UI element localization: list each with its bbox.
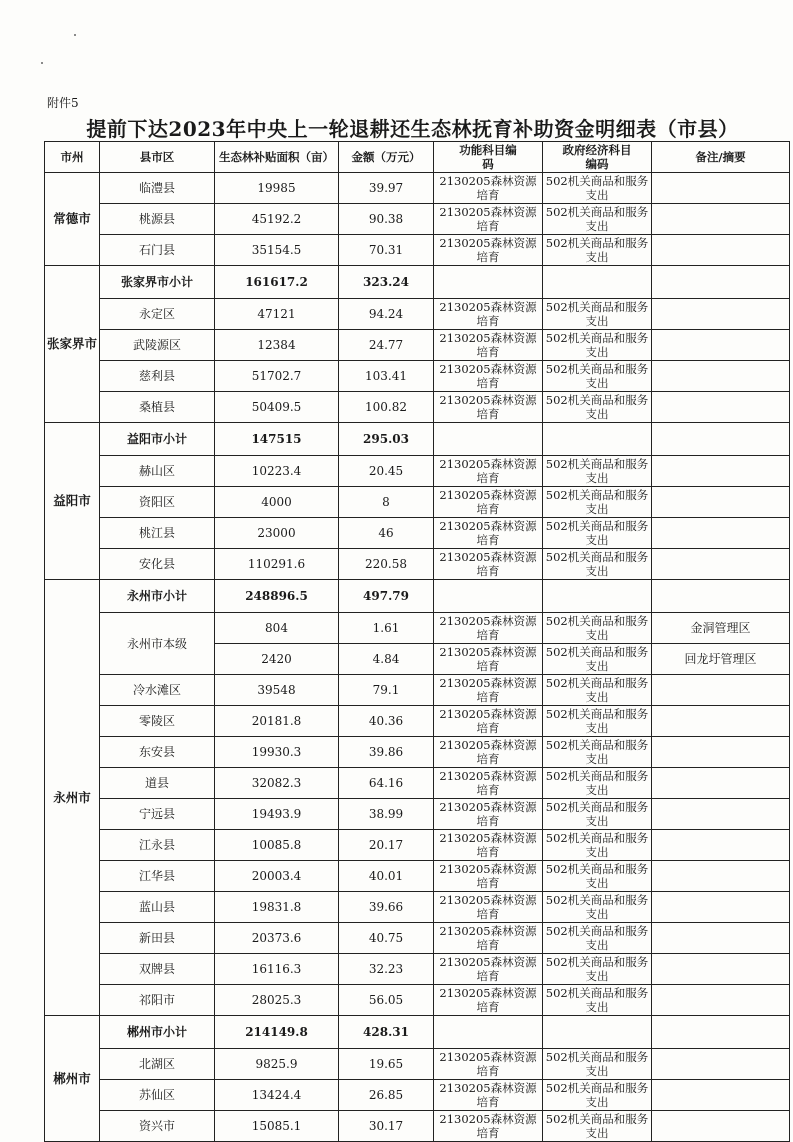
remark-cell	[652, 173, 790, 204]
table-row	[45, 487, 790, 518]
func-code-cell: 2130205森林资源培育	[434, 892, 543, 923]
area-cell: 50409.5	[215, 392, 339, 423]
county-cell: 桃源县	[100, 204, 215, 235]
remark-cell	[652, 768, 790, 799]
county-cell: 临澧县	[100, 173, 215, 204]
table-row	[45, 235, 790, 266]
econ-code-cell: 502机关商品和服务支出	[543, 706, 652, 737]
remark-cell	[652, 487, 790, 518]
amount-cell: 90.38	[339, 204, 434, 235]
county-cell: 东安县	[100, 737, 215, 768]
func-code-cell: 2130205森林资源培育	[434, 954, 543, 985]
amount-cell: 30.17	[339, 1111, 434, 1142]
econ-code-cell: 502机关商品和服务支出	[543, 861, 652, 892]
amount-cell: 100.82	[339, 392, 434, 423]
remark-cell	[652, 330, 790, 361]
func-code-cell: 2130205森林资源培育	[434, 799, 543, 830]
subtotal-amount: 323.24	[339, 266, 434, 299]
func-code-cell: 2130205森林资源培育	[434, 549, 543, 580]
econ-code-cell: 502机关商品和服务支出	[543, 613, 652, 644]
econ-code-cell: 502机关商品和服务支出	[543, 923, 652, 954]
econ-code-cell: 502机关商品和服务支出	[543, 768, 652, 799]
remark-cell	[652, 204, 790, 235]
func-code-cell	[434, 1016, 543, 1049]
table-row	[45, 706, 790, 737]
table-row	[45, 799, 790, 830]
amount-cell: 40.36	[339, 706, 434, 737]
subtotal-county: 张家界市小计	[100, 266, 215, 299]
table-row	[45, 923, 790, 954]
func-code-cell: 2130205森林资源培育	[434, 299, 543, 330]
area-cell: 13424.4	[215, 1080, 339, 1111]
remark-cell	[652, 1049, 790, 1080]
area-cell: 12384	[215, 330, 339, 361]
econ-code-cell: 502机关商品和服务支出	[543, 518, 652, 549]
func-code-cell: 2130205森林资源培育	[434, 830, 543, 861]
func-code-cell: 2130205森林资源培育	[434, 330, 543, 361]
remark-cell	[652, 985, 790, 1016]
county-cell: 苏仙区	[100, 1080, 215, 1111]
county-cell: 双牌县	[100, 954, 215, 985]
econ-code-cell: 502机关商品和服务支出	[543, 173, 652, 204]
remark-cell	[652, 1111, 790, 1142]
header-county: 县市区	[100, 142, 215, 173]
remark-cell	[652, 518, 790, 549]
county-cell: 北湖区	[100, 1049, 215, 1080]
econ-code-cell: 502机关商品和服务支出	[543, 204, 652, 235]
table-row	[45, 1111, 790, 1142]
area-cell: 19930.3	[215, 737, 339, 768]
remark-cell	[652, 923, 790, 954]
func-code-cell: 2130205森林资源培育	[434, 173, 543, 204]
amount-cell: 39.66	[339, 892, 434, 923]
econ-code-cell	[543, 1016, 652, 1049]
remark-cell: 回龙圩管理区	[652, 644, 790, 675]
amount-cell: 39.97	[339, 173, 434, 204]
county-cell: 资兴市	[100, 1111, 215, 1142]
county-cell: 江华县	[100, 861, 215, 892]
econ-code-cell: 502机关商品和服务支出	[543, 675, 652, 706]
area-cell: 51702.7	[215, 361, 339, 392]
remark-cell	[652, 549, 790, 580]
county-cell: 道县	[100, 768, 215, 799]
area-cell: 45192.2	[215, 204, 339, 235]
amount-cell: 20.17	[339, 830, 434, 861]
remark-cell	[652, 392, 790, 423]
county-cell: 新田县	[100, 923, 215, 954]
amount-cell: 24.77	[339, 330, 434, 361]
city-cell: 张家界市	[45, 266, 100, 423]
county-cell: 资阳区	[100, 487, 215, 518]
funding-table	[44, 141, 790, 1142]
table-row	[45, 768, 790, 799]
amount-cell: 1.61	[339, 613, 434, 644]
func-code-cell	[434, 580, 543, 613]
econ-code-cell: 502机关商品和服务支出	[543, 361, 652, 392]
area-cell: 28025.3	[215, 985, 339, 1016]
func-code-cell: 2130205森林资源培育	[434, 1111, 543, 1142]
county-cell: 永州市本级	[100, 613, 215, 675]
table-row	[45, 985, 790, 1016]
func-code-cell: 2130205森林资源培育	[434, 487, 543, 518]
county-cell: 石门县	[100, 235, 215, 266]
remark-cell	[652, 706, 790, 737]
func-code-cell: 2130205森林资源培育	[434, 861, 543, 892]
area-cell: 32082.3	[215, 768, 339, 799]
county-cell: 永定区	[100, 299, 215, 330]
func-code-cell: 2130205森林资源培育	[434, 923, 543, 954]
subtotal-area: 161617.2	[215, 266, 339, 299]
func-code-cell: 2130205森林资源培育	[434, 985, 543, 1016]
amount-cell: 40.01	[339, 861, 434, 892]
area-cell: 4000	[215, 487, 339, 518]
econ-code-cell: 502机关商品和服务支出	[543, 1049, 652, 1080]
func-code-cell: 2130205森林资源培育	[434, 737, 543, 768]
remark-cell	[652, 580, 790, 613]
econ-code-cell: 502机关商品和服务支出	[543, 1080, 652, 1111]
func-code-cell: 2130205森林资源培育	[434, 1080, 543, 1111]
city-cell: 常德市	[45, 173, 100, 266]
remark-cell	[652, 456, 790, 487]
area-cell: 19985	[215, 173, 339, 204]
page-title: 提前下达2023年中央上一轮退耕还生态林抚育补助资金明细表（市县）	[86, 117, 739, 141]
header-amount: 金额（万元）	[339, 142, 434, 173]
area-cell: 47121	[215, 299, 339, 330]
table-row	[45, 392, 790, 423]
table-row	[45, 737, 790, 768]
subtotal-amount: 428.31	[339, 1016, 434, 1049]
county-cell: 赫山区	[100, 456, 215, 487]
amount-cell: 40.75	[339, 923, 434, 954]
county-cell: 桑植县	[100, 392, 215, 423]
area-cell: 10223.4	[215, 456, 339, 487]
amount-cell: 220.58	[339, 549, 434, 580]
econ-code-cell: 502机关商品和服务支出	[543, 392, 652, 423]
amount-cell: 20.45	[339, 456, 434, 487]
subtotal-county: 永州市小计	[100, 580, 215, 613]
amount-cell: 32.23	[339, 954, 434, 985]
func-code-cell: 2130205森林资源培育	[434, 644, 543, 675]
remark-cell	[652, 1016, 790, 1049]
subtotal-row	[45, 1016, 790, 1049]
remark-cell	[652, 675, 790, 706]
table-row	[45, 173, 790, 204]
subtotal-area: 248896.5	[215, 580, 339, 613]
func-code-cell: 2130205森林资源培育	[434, 456, 543, 487]
econ-code-cell: 502机关商品和服务支出	[543, 456, 652, 487]
subtotal-county: 郴州市小计	[100, 1016, 215, 1049]
area-cell: 15085.1	[215, 1111, 339, 1142]
remark-cell	[652, 1080, 790, 1111]
city-cell: 益阳市	[45, 423, 100, 580]
table-row	[45, 954, 790, 985]
func-code-cell: 2130205森林资源培育	[434, 613, 543, 644]
table-row	[45, 861, 790, 892]
table-row	[45, 204, 790, 235]
table-row	[45, 830, 790, 861]
amount-cell: 56.05	[339, 985, 434, 1016]
county-cell: 蓝山县	[100, 892, 215, 923]
remark-cell	[652, 954, 790, 985]
func-code-cell: 2130205森林资源培育	[434, 706, 543, 737]
amount-cell: 64.16	[339, 768, 434, 799]
amount-cell: 46	[339, 518, 434, 549]
remark-cell	[652, 799, 790, 830]
city-cell: 永州市	[45, 580, 100, 1016]
econ-code-cell: 502机关商品和服务支出	[543, 487, 652, 518]
subtotal-row	[45, 266, 790, 299]
amount-cell: 38.99	[339, 799, 434, 830]
table-row	[45, 299, 790, 330]
amount-cell: 19.65	[339, 1049, 434, 1080]
area-cell: 9825.9	[215, 1049, 339, 1080]
county-cell: 江永县	[100, 830, 215, 861]
econ-code-cell: 502机关商品和服务支出	[543, 330, 652, 361]
amount-cell: 4.84	[339, 644, 434, 675]
econ-code-cell: 502机关商品和服务支出	[543, 830, 652, 861]
remark-cell	[652, 892, 790, 923]
attachment-label: 附件5	[47, 96, 79, 110]
table-row	[45, 675, 790, 706]
amount-cell: 103.41	[339, 361, 434, 392]
econ-code-cell	[543, 423, 652, 456]
county-cell: 祁阳市	[100, 985, 215, 1016]
county-cell: 零陵区	[100, 706, 215, 737]
subtotal-amount: 497.79	[339, 580, 434, 613]
table-row	[45, 1049, 790, 1080]
econ-code-cell	[543, 266, 652, 299]
area-cell: 16116.3	[215, 954, 339, 985]
area-cell: 20003.4	[215, 861, 339, 892]
county-cell: 宁远县	[100, 799, 215, 830]
county-cell: 桃江县	[100, 518, 215, 549]
area-cell: 10085.8	[215, 830, 339, 861]
func-code-cell: 2130205森林资源培育	[434, 392, 543, 423]
area-cell: 20181.8	[215, 706, 339, 737]
econ-code-cell: 502机关商品和服务支出	[543, 799, 652, 830]
func-code-cell	[434, 266, 543, 299]
scan-speck	[74, 34, 76, 36]
header-area: 生态林补贴面积（亩）	[215, 142, 339, 173]
remark-cell	[652, 737, 790, 768]
func-code-cell: 2130205森林资源培育	[434, 518, 543, 549]
header-city: 市州	[45, 142, 100, 173]
remark-cell	[652, 423, 790, 456]
scan-speck	[41, 62, 43, 64]
table-row	[45, 549, 790, 580]
table-row	[45, 518, 790, 549]
area-cell: 19493.9	[215, 799, 339, 830]
econ-code-cell: 502机关商品和服务支出	[543, 954, 652, 985]
func-code-cell: 2130205森林资源培育	[434, 768, 543, 799]
subtotal-amount: 295.03	[339, 423, 434, 456]
subtotal-row	[45, 423, 790, 456]
area-cell: 804	[215, 613, 339, 644]
remark-cell	[652, 266, 790, 299]
table-row	[45, 456, 790, 487]
func-code-cell: 2130205森林资源培育	[434, 204, 543, 235]
func-code-cell	[434, 423, 543, 456]
amount-cell: 26.85	[339, 1080, 434, 1111]
county-cell: 慈利县	[100, 361, 215, 392]
func-code-cell: 2130205森林资源培育	[434, 1049, 543, 1080]
amount-cell: 70.31	[339, 235, 434, 266]
area-cell: 19831.8	[215, 892, 339, 923]
econ-code-cell: 502机关商品和服务支出	[543, 985, 652, 1016]
func-code-cell: 2130205森林资源培育	[434, 675, 543, 706]
econ-code-cell: 502机关商品和服务支出	[543, 1111, 652, 1142]
area-cell: 110291.6	[215, 549, 339, 580]
area-cell: 35154.5	[215, 235, 339, 266]
remark-cell	[652, 299, 790, 330]
county-cell: 安化县	[100, 549, 215, 580]
area-cell: 23000	[215, 518, 339, 549]
city-cell: 郴州市	[45, 1016, 100, 1142]
header-econ-code: 政府经济科目编码	[543, 142, 652, 173]
subtotal-area: 214149.8	[215, 1016, 339, 1049]
remark-cell	[652, 830, 790, 861]
county-cell: 武陵源区	[100, 330, 215, 361]
func-code-cell: 2130205森林资源培育	[434, 361, 543, 392]
table-row	[45, 613, 790, 644]
econ-code-cell: 502机关商品和服务支出	[543, 737, 652, 768]
table-row	[45, 1080, 790, 1111]
econ-code-cell: 502机关商品和服务支出	[543, 644, 652, 675]
func-code-cell: 2130205森林资源培育	[434, 235, 543, 266]
header-row	[45, 142, 790, 173]
header-func-code: 功能科目编码	[434, 142, 543, 173]
subtotal-row	[45, 580, 790, 613]
amount-cell: 94.24	[339, 299, 434, 330]
remark-cell	[652, 235, 790, 266]
area-cell: 39548	[215, 675, 339, 706]
econ-code-cell: 502机关商品和服务支出	[543, 235, 652, 266]
remark-cell	[652, 861, 790, 892]
econ-code-cell: 502机关商品和服务支出	[543, 299, 652, 330]
table-row	[45, 330, 790, 361]
county-cell: 冷水滩区	[100, 675, 215, 706]
econ-code-cell	[543, 580, 652, 613]
table-row	[45, 361, 790, 392]
remark-cell: 金洞管理区	[652, 613, 790, 644]
amount-cell: 8	[339, 487, 434, 518]
amount-cell: 39.86	[339, 737, 434, 768]
remark-cell	[652, 361, 790, 392]
header-remark: 备注/摘要	[652, 142, 790, 173]
table-row	[45, 892, 790, 923]
subtotal-area: 147515	[215, 423, 339, 456]
amount-cell: 79.1	[339, 675, 434, 706]
area-cell: 2420	[215, 644, 339, 675]
econ-code-cell: 502机关商品和服务支出	[543, 549, 652, 580]
subtotal-county: 益阳市小计	[100, 423, 215, 456]
area-cell: 20373.6	[215, 923, 339, 954]
econ-code-cell: 502机关商品和服务支出	[543, 892, 652, 923]
